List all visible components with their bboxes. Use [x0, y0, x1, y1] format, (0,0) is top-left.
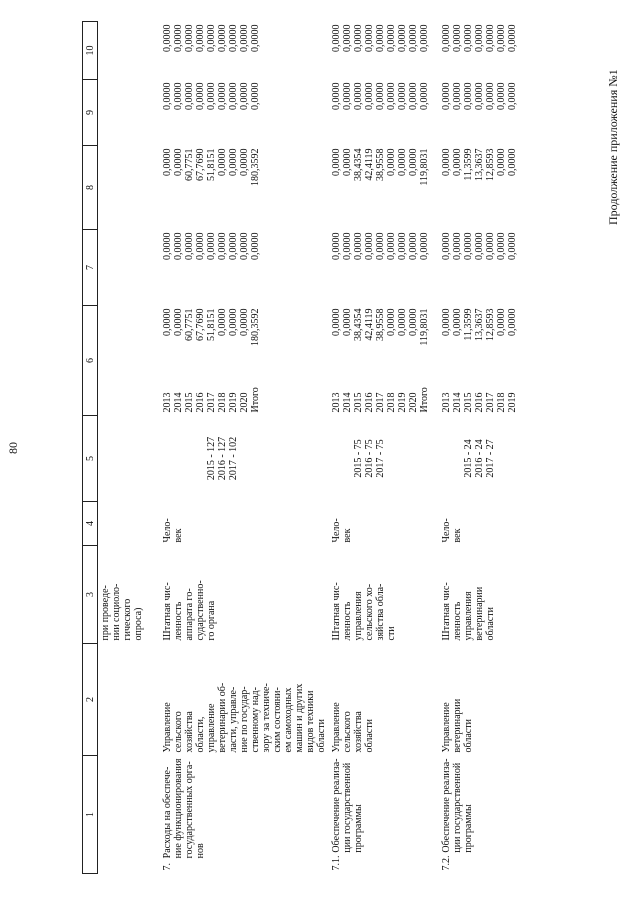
header-cell-9: 9 [83, 80, 98, 146]
row-number: 7. [161, 863, 173, 871]
table-row-7 [160, 22, 329, 874]
header-cell-3: 3 [83, 546, 98, 644]
row-col8-values: 0,0000 0,0000 38,4354 42,4119 38,9558 0,0000 0,0000 0,0000 119,8031 [330, 148, 430, 186]
table-row-7-2 [439, 22, 539, 874]
row-years: 2013 2014 2015 2016 2017 2018 2019 2020 Итого [161, 387, 261, 413]
budget-table [82, 21, 539, 874]
row-name: Обеспечение реализа- ции государственной программы [440, 758, 474, 853]
table-header [83, 22, 98, 874]
continuation-label: Продолжение приложения №1 [606, 69, 620, 225]
row-indicator: Штатная чис- ленность управления сельского хо- зяйства обла- сти [330, 582, 397, 641]
rotated-table-container [82, 22, 612, 874]
row-unit: Чело- век [330, 518, 353, 543]
row-col10-values: 0,0000 0,0000 0,0000 0,0000 0,0000 0,0000 0,0000 0,0000 0,0000 [330, 24, 430, 52]
row-years-and-totals [439, 306, 539, 416]
row-number: 7.1. [330, 855, 342, 871]
row-name: Обеспечение реализа- ции государственной программы [330, 758, 364, 853]
row-col7-values: 0,0000 0,0000 0,0000 0,0000 0,0000 0,0000 0,0000 0,0000 0,0000 [330, 232, 430, 260]
row-number: 7.2. [440, 855, 452, 871]
row-col7-values: 0,0000 0,0000 0,0000 0,0000 0,0000 0,0000 0,0000 [440, 232, 518, 260]
header-cell-6: 6 [83, 306, 98, 416]
row-name-cell [439, 756, 539, 874]
header-cell-4: 4 [83, 502, 98, 546]
table-row-7-1 [329, 22, 439, 874]
row-indicator: Штатная чис- ленность аппарата го- сударственно- го органа [161, 580, 217, 641]
header-cell-2: 2 [83, 644, 98, 756]
row-unit: Чело- век [161, 518, 184, 543]
row-col10-values: 0,0000 0,0000 0,0000 0,0000 0,0000 0,0000 0,0000 0,0000 0,0000 [161, 24, 261, 52]
row-executor: Управление сельского хозяйства области [330, 702, 375, 753]
row-executor: Управление ветеринарии области [440, 698, 474, 753]
continued-indicator-text: при проведе- нии социоло- гического опроса) [100, 583, 144, 641]
row-total-values: 0,0000 0,0000 11,3599 13,3637 12,8593 0,0000 0,0000 [440, 308, 518, 341]
row-indicator: Штатная чис- ленность управления ветеринарии области [440, 582, 496, 641]
row-years: 2013 2014 2015 2016 2017 2018 2019 2020 Итого [330, 387, 430, 413]
row-name: Расходы на обеспече- ние функционирования государственных орга- нов [161, 758, 206, 859]
row-col9-values: 0,0000 0,0000 0,0000 0,0000 0,0000 0,0000 0,0000 [440, 82, 518, 110]
row-unit: Чело- век [440, 518, 463, 543]
row-years: 2013 2014 2015 2016 2017 2018 2019 [440, 392, 518, 413]
row-name-cell [329, 756, 439, 874]
header-cell-7: 7 [83, 230, 98, 306]
row-plan-values: 2015 - 24 2016 - 24 2017 - 27 [462, 439, 496, 478]
header-cell-10: 10 [83, 22, 98, 80]
row-total-values: 0,0000 0,0000 38,4354 42,4119 38,9558 0,0000 0,0000 0,0000 119,8031 [330, 308, 430, 346]
row-years-and-totals [160, 306, 329, 416]
row-plan-values: 2015 - 127 2016 - 127 2017 - 102 [205, 436, 239, 481]
header-cell-8: 8 [83, 146, 98, 230]
row-executor: Управление сельского хозяйства области, управление ветеринарии об- ласти, управле- ние по государ- ственному над- зору за техниче- ским состояни- ем самоходных машин и других видов техники области [161, 682, 327, 753]
row-col7-values: 0,0000 0,0000 0,0000 0,0000 0,0000 0,0000 0,0000 0,0000 0,0000 [161, 232, 261, 260]
row-name-cell [160, 756, 329, 874]
continuation-row [98, 22, 160, 874]
row-col8-values: 0,0000 0,0000 11,3599 13,3637 12,8593 0,0000 0,0000 [440, 148, 518, 181]
row-years-and-totals [329, 306, 439, 416]
row-total-values: 0,0000 0,0000 60,7751 67,7690 51,8151 0,0000 0,0000 0,0000 180,3592 [161, 308, 261, 346]
header-cell-1: 1 [83, 756, 98, 874]
row-col9-values: 0,0000 0,0000 0,0000 0,0000 0,0000 0,0000 0,0000 0,0000 0,0000 [161, 82, 261, 110]
row-col10-values: 0,0000 0,0000 0,0000 0,0000 0,0000 0,0000 0,0000 [440, 24, 518, 52]
row-col8-values: 0,0000 0,0000 60,7751 67,7690 51,8151 0,0000 0,0000 0,0000 180,3592 [161, 148, 261, 186]
header-cell-5: 5 [83, 416, 98, 502]
row-plan-values: 2015 - 75 2016 - 75 2017 - 75 [352, 439, 386, 478]
row-col9-values: 0,0000 0,0000 0,0000 0,0000 0,0000 0,0000 0,0000 0,0000 0,0000 [330, 82, 430, 110]
page-number: 80 [6, 442, 20, 454]
